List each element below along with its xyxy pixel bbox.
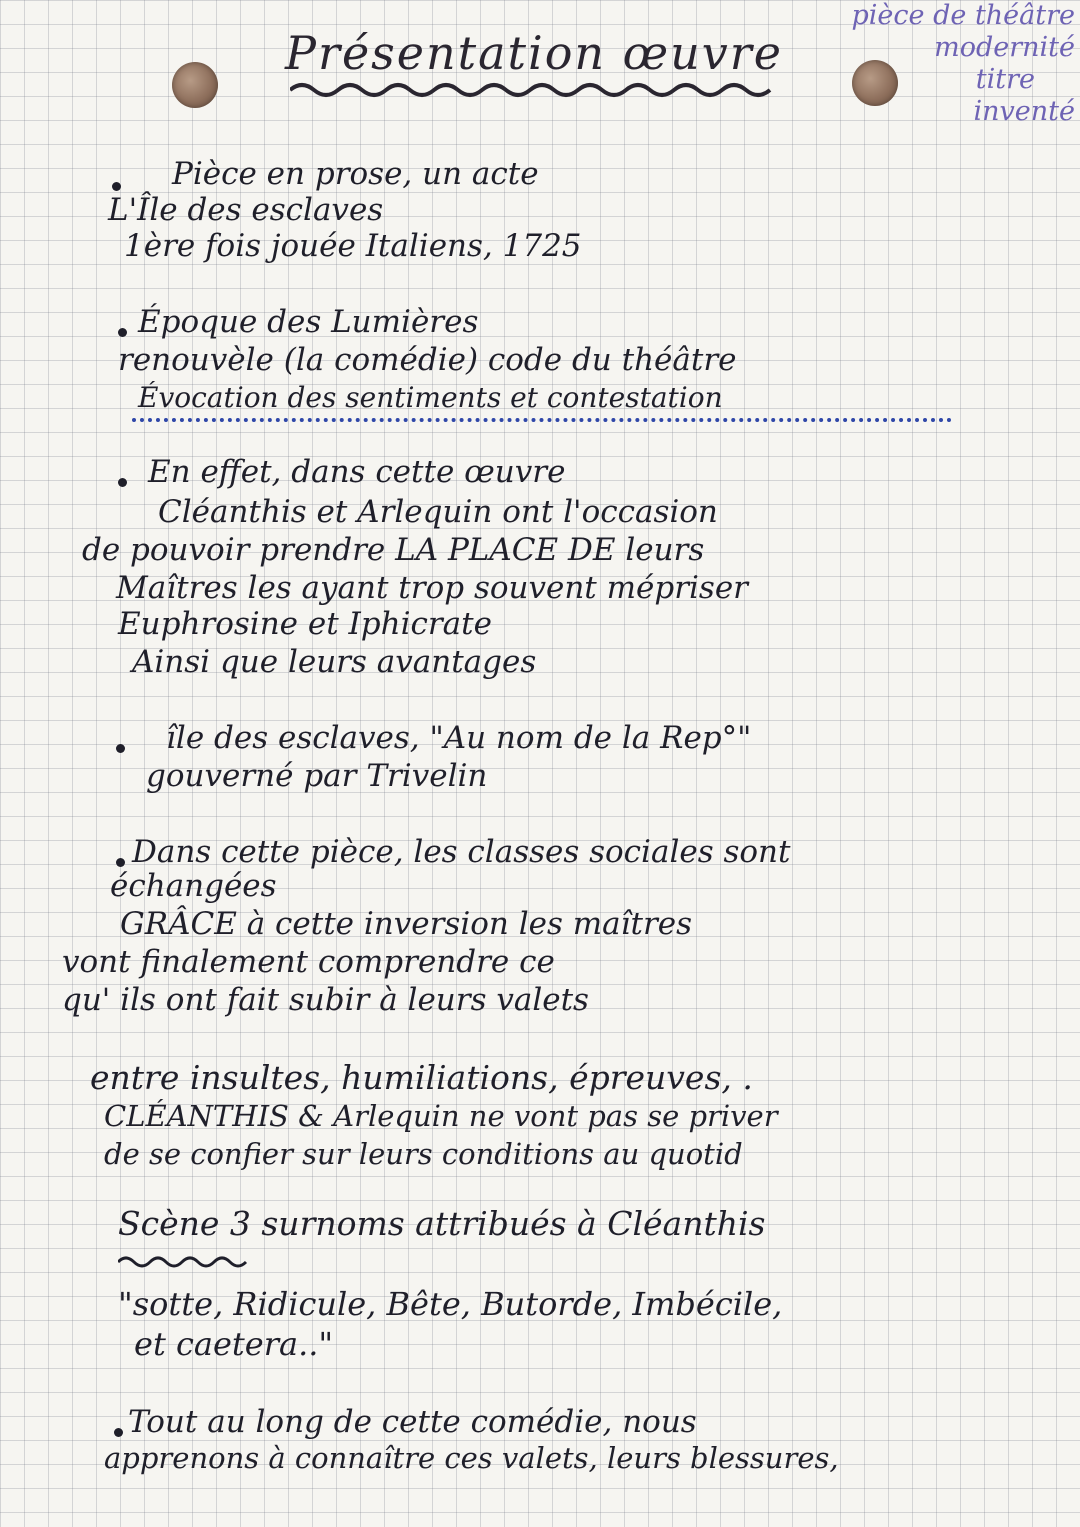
note-line: échangées: [110, 868, 277, 904]
note-line: apprenons à connaître ces valets, leurs blessures,: [104, 1441, 839, 1475]
note-line: Évocation des sentiments et contestation: [138, 381, 723, 414]
margin-note-line: inventé: [973, 96, 1075, 127]
note-line: En effet, dans cette œuvre: [148, 454, 566, 490]
note-line: "sotte, Ridicule, Bête, Butorde, Imbécile,: [118, 1285, 783, 1323]
note-line: qu' ils ont fait subir à leurs valets: [62, 982, 589, 1018]
note-line: et caetera..": [134, 1325, 334, 1363]
note-line: Dans cette pièce, les classes sociales sont: [132, 834, 791, 870]
bullet: [118, 478, 127, 487]
note-line: entre insultes, humiliations, épreuves, .: [90, 1058, 753, 1097]
margin-note-line: titre: [975, 64, 1035, 95]
note-line: Cléanthis et Arlequin ont l'occasion: [158, 494, 718, 530]
note-line: L'Île des esclaves: [108, 192, 384, 228]
note-line: GRÂCE à cette inversion les maîtres: [120, 906, 693, 942]
bullet: [114, 1428, 123, 1437]
margin-note: [840, 0, 1075, 128]
note-line: CLÉANTHIS & Arlequin ne vont pas se priver: [104, 1099, 778, 1133]
punch-hole-left: [172, 62, 218, 108]
margin-note-line: modernité: [934, 32, 1075, 63]
note-line: gouverné par Trivelin: [146, 758, 488, 794]
note-line: Maîtres les ayant trop souvent mépriser: [116, 570, 749, 606]
page-title: Présentation œuvre: [285, 26, 783, 80]
scene-wavy-underline: [118, 1254, 258, 1270]
note-line: renouvèle (la comédie) code du théâtre: [118, 342, 737, 378]
note-line: île des esclaves, "Au nom de la Rep°": [166, 720, 752, 756]
note-line: Pièce en prose, un acte: [172, 156, 539, 192]
note-line: Ainsi que leurs avantages: [132, 644, 537, 680]
note-line: Euphrosine et Iphicrate: [118, 606, 492, 642]
note-line: vont finalement comprendre ce: [62, 944, 555, 980]
note-line: de se confier sur leurs conditions au quotid: [104, 1137, 743, 1171]
bullet: [112, 182, 121, 191]
note-line: Scène 3 surnoms attribués à Cléanthis: [118, 1204, 766, 1243]
bullet: [116, 744, 125, 753]
bullet: [116, 858, 125, 867]
note-line: 1ère fois jouée Italiens, 1725: [124, 228, 582, 264]
bullet: [118, 328, 127, 337]
title-wavy-underline: [290, 78, 780, 100]
note-line: Époque des Lumières: [138, 304, 479, 340]
margin-note-line: pièce de théâtre: [851, 0, 1075, 31]
note-line: Tout au long de cette comédie, nous: [128, 1404, 697, 1440]
note-line: de pouvoir prendre LA PLACE DE leurs: [82, 532, 705, 568]
dotted-underline: [132, 418, 952, 422]
